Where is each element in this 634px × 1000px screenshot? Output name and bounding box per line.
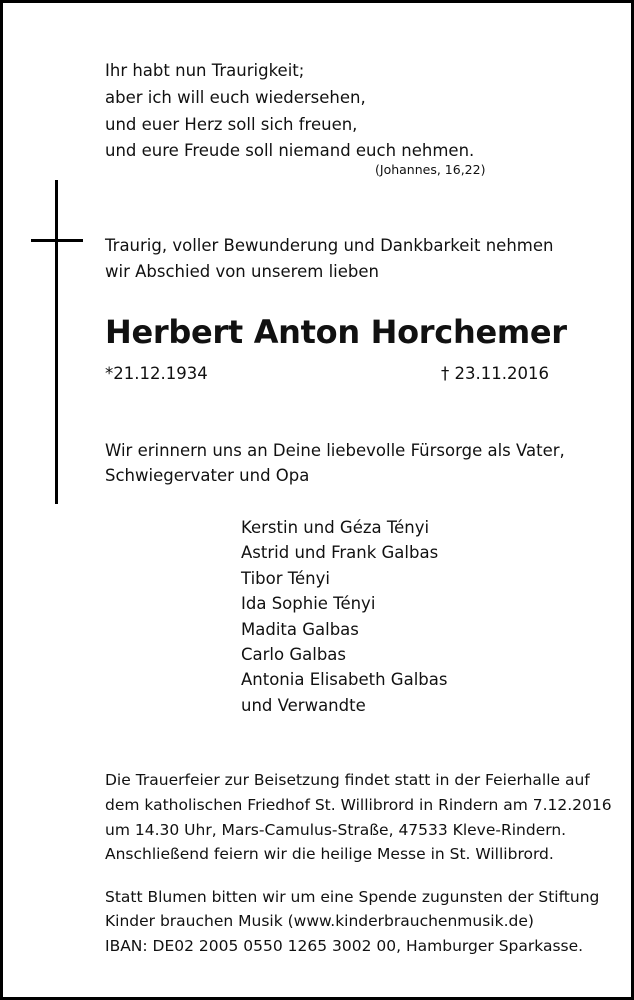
verse-line: und euer Herz soll sich freuen, xyxy=(105,115,358,134)
donation-line: Statt Blumen bitten wir um eine Spende zugunsten der Stiftung xyxy=(105,888,600,906)
family-member: Madita Galbas xyxy=(241,620,359,639)
funeral-info-line: Anschließend feiern wir die heilige Messe in St. Willibrord. xyxy=(105,845,554,863)
verse-line: Ihr habt nun Traurigkeit; xyxy=(105,61,305,80)
verse-line: aber ich will euch wiedersehen, xyxy=(105,88,366,107)
funeral-info-line: um 14.30 Uhr, Mars-Camulus-Straße, 47533 Kleve-Rindern. xyxy=(105,821,567,839)
remembrance-line: Schwiegervater und Opa xyxy=(105,466,310,485)
family-member: Antonia Elisabeth Galbas xyxy=(241,670,448,689)
family-member: Tibor Tényi xyxy=(241,569,330,588)
verse-line: und eure Freude soll niemand euch nehmen. xyxy=(105,141,475,160)
intro-line: Traurig, voller Bewunderung und Dankbarkeit nehmen xyxy=(105,236,554,255)
cross-icon-vertical-bar xyxy=(55,180,58,504)
deceased-name: Herbert Anton Horchemer xyxy=(105,313,567,351)
family-member: Kerstin und Géza Tényi xyxy=(241,518,430,537)
death-date: † 23.11.2016 xyxy=(441,364,549,383)
intro-line: wir Abschied von unserem lieben xyxy=(105,262,379,281)
family-member: und Verwandte xyxy=(241,696,366,715)
birth-date: *21.12.1934 xyxy=(105,364,208,383)
cross-icon-horizontal-bar xyxy=(31,239,83,242)
donation-line: Kinder brauchen Musik (www.kinderbrauchenmusik.de) xyxy=(105,912,534,930)
remembrance-line: Wir erinnern uns an Deine liebevolle Fürsorge als Vater, xyxy=(105,441,565,460)
donation-line: IBAN: DE02 2005 0550 1265 3002 00, Hamburger Sparkasse. xyxy=(105,937,584,955)
family-member: Ida Sophie Tényi xyxy=(241,594,376,613)
funeral-info-line: Die Trauerfeier zur Beisetzung findet statt in der Feierhalle auf xyxy=(105,771,590,789)
funeral-info-line: dem katholischen Friedhof St. Willibrord in Rindern am 7.12.2016 xyxy=(105,796,612,814)
family-member: Carlo Galbas xyxy=(241,645,347,664)
family-member: Astrid und Frank Galbas xyxy=(241,543,439,562)
verse-source: (Johannes, 16,22) xyxy=(375,162,486,177)
